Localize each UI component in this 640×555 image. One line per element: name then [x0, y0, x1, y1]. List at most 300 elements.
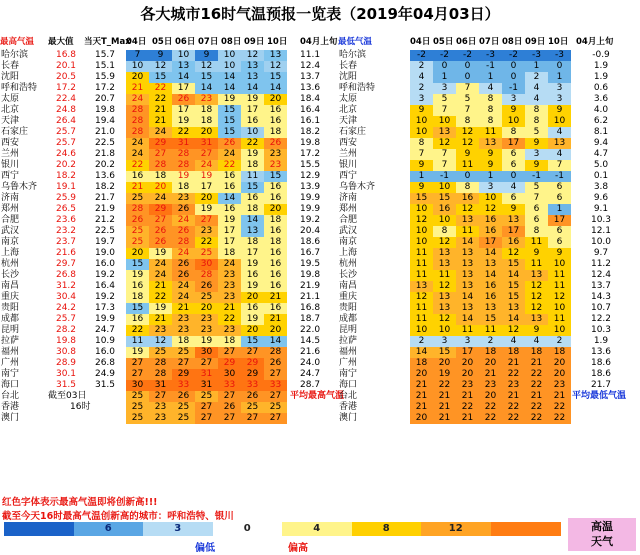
- forecast-cell: 27: [126, 369, 149, 380]
- forecast-cell: 31: [195, 380, 218, 391]
- decade-avg: 18.6: [300, 237, 321, 247]
- legend-low-label: 偏低: [195, 543, 215, 554]
- decade-avg: 8.1: [593, 127, 609, 137]
- forecast-cell: 6: [548, 193, 571, 204]
- forecast-cell: 11: [410, 303, 433, 314]
- forecast-cell: 28: [172, 237, 195, 248]
- today-max: 10.9: [94, 336, 116, 346]
- table-row: [0, 50, 321, 61]
- forecast-cell: 16: [264, 270, 287, 281]
- forecast-cell: 4: [479, 83, 502, 94]
- max-value: 29.7: [55, 259, 77, 269]
- forecast-cell: 10: [410, 325, 433, 336]
- forecast-cell: 11: [126, 336, 149, 347]
- table-row: [0, 226, 321, 237]
- city-name: 兰州: [1, 149, 20, 159]
- forecast-cell: 24: [126, 138, 149, 149]
- forecast-cell: -2: [502, 50, 525, 61]
- max-value: 20.2: [55, 160, 77, 170]
- forecast-cell: 13: [241, 61, 264, 72]
- forecast-cell: 16: [479, 281, 502, 292]
- max-value: 23.6: [55, 215, 77, 225]
- forecast-cell: 28: [149, 160, 172, 171]
- table-row: [338, 94, 640, 105]
- forecast-cell: 3: [456, 336, 479, 347]
- forecast-cell: 18: [264, 215, 287, 226]
- forecast-cell: 0: [433, 61, 456, 72]
- forecast-cell: 8: [456, 182, 479, 193]
- decade-avg: 18.4: [300, 94, 321, 104]
- header-1: 最大值: [48, 37, 74, 47]
- decade-avg: 12.4: [300, 61, 321, 71]
- forecast-cell: 14: [479, 248, 502, 259]
- decade-avg: 16.1: [300, 116, 321, 126]
- table-row: [338, 314, 640, 325]
- forecast-cell: 10: [410, 237, 433, 248]
- decade-avg: 13.7: [590, 281, 612, 291]
- forecast-cell: 11: [410, 314, 433, 325]
- forecast-cell: 11: [410, 248, 433, 259]
- forecast-cell: 22: [479, 413, 502, 424]
- forecast-cell: 14: [456, 292, 479, 303]
- forecast-cell: 24: [126, 149, 149, 160]
- city-name: 昆明: [1, 325, 20, 335]
- forecast-cell: 26: [126, 215, 149, 226]
- forecast-cell: 28: [126, 204, 149, 215]
- table-row: [0, 314, 321, 325]
- forecast-cell: 21: [525, 358, 548, 369]
- table-row: [338, 138, 640, 149]
- forecast-cell: 13: [548, 138, 571, 149]
- forecast-cell: 17: [172, 105, 195, 116]
- forecast-cell: 18: [525, 347, 548, 358]
- forecast-cell: 19: [126, 270, 149, 281]
- table-row: [0, 171, 321, 182]
- forecast-cell: 15: [433, 193, 456, 204]
- forecast-cell: 18: [502, 347, 525, 358]
- table-row: [0, 149, 321, 160]
- forecast-cell: 12: [410, 292, 433, 303]
- forecast-cell: 19: [218, 94, 241, 105]
- forecast-cell: 22: [433, 380, 456, 391]
- forecast-cell: 20: [149, 182, 172, 193]
- forecast-cell: 19: [149, 248, 172, 259]
- city-name: 石家庄: [339, 127, 367, 137]
- forecast-cell: 24: [172, 215, 195, 226]
- forecast-cell: 3: [479, 182, 502, 193]
- forecast-cell: 17: [172, 83, 195, 94]
- forecast-cell: 16: [264, 303, 287, 314]
- table-row: [0, 160, 321, 171]
- forecast-cell: 20: [479, 358, 502, 369]
- forecast-cell: 18: [548, 347, 571, 358]
- city-name: 郑州: [1, 204, 20, 214]
- forecast-cell: 6: [502, 149, 525, 160]
- today-max: 21.2: [94, 215, 116, 225]
- forecast-cell: 0: [548, 61, 571, 72]
- header-8: 04月上旬: [576, 37, 614, 47]
- forecast-cell: 9: [456, 149, 479, 160]
- forecast-cell: 20: [195, 193, 218, 204]
- forecast-cell: 0: [502, 171, 525, 182]
- forecast-cell: 7: [525, 193, 548, 204]
- forecast-cell: 10: [410, 116, 433, 127]
- decade-avg: 6.2: [593, 116, 609, 126]
- header-8: 09日: [244, 37, 265, 47]
- city-name: 南宁: [1, 369, 20, 379]
- forecast-cell: 2: [525, 72, 548, 83]
- table-row: [338, 237, 640, 248]
- forecast-cell: 14: [456, 314, 479, 325]
- forecast-cell: 11: [456, 325, 479, 336]
- forecast-cell: 18: [195, 105, 218, 116]
- forecast-cell: 12: [525, 303, 548, 314]
- forecast-cell: 3: [433, 336, 456, 347]
- decade-avg: 22.0: [300, 325, 321, 335]
- max-value: 23.2: [55, 226, 77, 236]
- forecast-cell: 15: [218, 127, 241, 138]
- forecast-cell: 11: [548, 270, 571, 281]
- today-max: 26.8: [94, 358, 116, 368]
- forecast-cell: -2: [410, 50, 433, 61]
- forecast-cell: 13: [479, 138, 502, 149]
- forecast-cell: 29: [149, 204, 172, 215]
- forecast-cell: 8: [502, 127, 525, 138]
- forecast-cell: 16: [264, 193, 287, 204]
- decade-avg: [576, 413, 626, 424]
- decade-avg: 17.2: [300, 149, 321, 159]
- forecast-cell: 22: [548, 413, 571, 424]
- header-5: 06日: [175, 37, 196, 47]
- today-max: 20.2: [94, 160, 116, 170]
- forecast-cell: 6: [525, 215, 548, 226]
- cutoff-time: 16时: [70, 402, 91, 412]
- forecast-cell: 21: [456, 413, 479, 424]
- decade-avg: 20.4: [300, 226, 321, 236]
- city-name: 哈尔滨: [1, 50, 29, 60]
- forecast-cell: 25: [172, 413, 195, 424]
- today-max: 19.4: [94, 116, 116, 126]
- header-6: 07日: [198, 37, 219, 47]
- forecast-cell: 23: [195, 94, 218, 105]
- decade-avg: 15.5: [300, 160, 321, 170]
- city-name: 西宁: [1, 171, 20, 181]
- forecast-cell: 19: [218, 215, 241, 226]
- forecast-cell: 27: [126, 358, 149, 369]
- forecast-cell: 19: [172, 171, 195, 182]
- today-max: 20.7: [94, 94, 116, 104]
- forecast-cell: 11: [525, 259, 548, 270]
- table-row: [338, 50, 640, 61]
- max-value: 25.7: [55, 314, 77, 324]
- forecast-cell: 9: [525, 138, 548, 149]
- today-max: 17.2: [94, 83, 116, 93]
- forecast-cell: 4: [502, 182, 525, 193]
- forecast-cell: 19: [195, 204, 218, 215]
- forecast-cell: 9: [149, 50, 172, 61]
- today-max: 15.1: [94, 61, 116, 71]
- forecast-cell: 17: [241, 105, 264, 116]
- forecast-cell: 22: [149, 83, 172, 94]
- forecast-cell: 28: [172, 149, 195, 160]
- forecast-cell: 15: [218, 116, 241, 127]
- forecast-cell: 3: [525, 149, 548, 160]
- max-value: 20.1: [55, 61, 77, 71]
- forecast-cell: 20: [126, 248, 149, 259]
- forecast-cell: 22: [149, 94, 172, 105]
- forecast-cell: 20: [410, 413, 433, 424]
- table-row: [338, 413, 640, 424]
- city-name: 西宁: [339, 171, 358, 181]
- forecast-cell: 21: [149, 105, 172, 116]
- table-row: [0, 270, 321, 281]
- city-name: 广州: [339, 358, 358, 368]
- today-max: 22.5: [94, 226, 116, 236]
- forecast-cell: 21: [525, 391, 548, 402]
- forecast-cell: 11: [525, 237, 548, 248]
- forecast-cell: 18: [479, 347, 502, 358]
- forecast-cell: 14: [218, 193, 241, 204]
- decade-avg: 10.0: [590, 237, 612, 247]
- forecast-cell: 0: [456, 171, 479, 182]
- today-max: 19.9: [94, 314, 116, 324]
- forecast-cell: 13: [241, 72, 264, 83]
- forecast-cell: 21: [433, 391, 456, 402]
- table-row: [338, 402, 640, 413]
- forecast-cell: 2: [410, 336, 433, 347]
- city-name: 西安: [339, 138, 358, 148]
- forecast-cell: 4: [502, 336, 525, 347]
- decade-avg: 16.4: [300, 105, 321, 115]
- forecast-cell: 22: [548, 402, 571, 413]
- forecast-cell: 7: [548, 160, 571, 171]
- today-max: 16.0: [94, 347, 116, 357]
- forecast-cell: 27: [241, 347, 264, 358]
- decade-avg: 21.6: [300, 347, 321, 357]
- forecast-cell: 22: [218, 160, 241, 171]
- forecast-cell: 16: [264, 248, 287, 259]
- decade-avg: 19.8: [300, 270, 321, 280]
- city-name: 贵阳: [339, 303, 358, 313]
- city-name: 沈阳: [1, 72, 20, 82]
- header-4: 07日: [479, 37, 500, 47]
- table-row: [0, 358, 321, 369]
- decade-avg: [300, 413, 318, 424]
- city-name: 澳门: [339, 413, 358, 423]
- forecast-cell: 16: [264, 281, 287, 292]
- forecast-cell: 21: [433, 402, 456, 413]
- table-row: [338, 116, 640, 127]
- forecast-cell: 21: [502, 358, 525, 369]
- forecast-cell: 16: [218, 171, 241, 182]
- forecast-cell: 13: [456, 270, 479, 281]
- city-name: 南京: [1, 237, 20, 247]
- forecast-cell: -3: [479, 50, 502, 61]
- legend-tick: 6: [104, 523, 112, 534]
- table-row: [338, 105, 640, 116]
- legend-tick: 0: [243, 523, 251, 534]
- forecast-cell: 11: [410, 270, 433, 281]
- forecast-cell: 16: [479, 292, 502, 303]
- decade-avg: 16.8: [300, 303, 321, 313]
- forecast-cell: 22: [502, 413, 525, 424]
- forecast-cell: 6: [525, 204, 548, 215]
- forecast-cell: 13: [241, 226, 264, 237]
- table-row: [338, 303, 640, 314]
- decade-avg: [300, 402, 318, 413]
- forecast-cell: 6: [502, 193, 525, 204]
- forecast-cell: 19: [241, 149, 264, 160]
- table-row: [338, 160, 640, 171]
- forecast-cell: 27: [241, 413, 264, 424]
- forecast-cell: 14: [264, 83, 287, 94]
- table-row: [0, 413, 318, 424]
- forecast-cell: 9: [410, 160, 433, 171]
- forecast-cell: 22: [525, 402, 548, 413]
- forecast-cell: 12: [433, 281, 456, 292]
- decade-avg: 14.3: [590, 292, 612, 302]
- table-row: [338, 248, 640, 259]
- table-row: [0, 402, 318, 413]
- forecast-cell: 1: [479, 171, 502, 182]
- city-name: 北京: [1, 105, 20, 115]
- forecast-cell: 21: [149, 116, 172, 127]
- forecast-cell: 21: [172, 303, 195, 314]
- table-row: [338, 83, 640, 94]
- city-name: 澳门: [1, 413, 20, 423]
- forecast-cell: 9: [548, 105, 571, 116]
- city-name: 长春: [339, 61, 358, 71]
- decade-avg: 18.2: [300, 127, 321, 137]
- decade-avg: 13.6: [300, 83, 321, 93]
- forecast-cell: 15: [502, 281, 525, 292]
- city-name: 杭州: [339, 259, 358, 269]
- forecast-cell: 19: [241, 259, 264, 270]
- forecast-cell: 29: [218, 358, 241, 369]
- table-row: [338, 61, 640, 72]
- forecast-cell: 23: [172, 193, 195, 204]
- forecast-cell: 19: [241, 94, 264, 105]
- forecast-cell: 22: [195, 237, 218, 248]
- today-max: 19.2: [94, 270, 116, 280]
- decade-avg: 18.7: [300, 314, 321, 324]
- decade-avg: 24.7: [300, 369, 321, 379]
- forecast-cell: 31: [195, 369, 218, 380]
- cutoff-label: 截至03日: [48, 391, 87, 401]
- forecast-cell: 4: [410, 72, 433, 83]
- decade-avg: 13.9: [300, 182, 321, 192]
- forecast-cell: 3: [410, 94, 433, 105]
- today-max: 22.5: [94, 138, 116, 148]
- city-name: 合肥: [1, 215, 20, 225]
- forecast-cell: 12: [502, 325, 525, 336]
- forecast-cell: 16: [264, 105, 287, 116]
- forecast-cell: 7: [456, 105, 479, 116]
- today-max: 21.8: [94, 149, 116, 159]
- avg-high-label: 平均最高气温: [290, 391, 345, 401]
- forecast-cell: 18: [195, 116, 218, 127]
- decade-avg: -0.9: [592, 50, 610, 60]
- forecast-cell: 17: [479, 237, 502, 248]
- table-row: [0, 204, 321, 215]
- forecast-cell: 14: [218, 83, 241, 94]
- today-max: 31.5: [94, 380, 116, 390]
- forecast-cell: 7: [433, 105, 456, 116]
- forecast-cell: 13: [525, 314, 548, 325]
- forecast-cell: 28: [264, 347, 287, 358]
- forecast-cell: 15: [126, 303, 149, 314]
- forecast-cell: 9: [479, 160, 502, 171]
- city-name: 北京: [339, 105, 358, 115]
- forecast-cell: 17: [502, 226, 525, 237]
- forecast-cell: 1: [548, 204, 571, 215]
- forecast-cell: 14: [502, 270, 525, 281]
- forecast-cell: 4: [525, 83, 548, 94]
- city-name: 南宁: [339, 369, 358, 379]
- max-value: 20.5: [55, 72, 77, 82]
- decade-avg: 4.0: [593, 105, 609, 115]
- today-max: 19.0: [94, 248, 116, 258]
- forecast-cell: 13: [433, 248, 456, 259]
- forecast-cell: 16: [126, 171, 149, 182]
- forecast-cell: 10: [548, 303, 571, 314]
- city-name: 长沙: [1, 270, 20, 280]
- table-row: [0, 83, 321, 94]
- forecast-cell: 14: [502, 314, 525, 325]
- forecast-cell: 4: [525, 94, 548, 105]
- forecast-cell: 13: [433, 303, 456, 314]
- legend-tick: 4: [313, 523, 321, 534]
- forecast-cell: 30: [126, 380, 149, 391]
- table-row: [338, 226, 640, 237]
- max-value: 26.4: [55, 116, 77, 126]
- forecast-cell: 20: [264, 204, 287, 215]
- decade-avg: 10.3: [590, 215, 612, 225]
- max-value: 31.2: [55, 281, 77, 291]
- forecast-cell: 26: [149, 237, 172, 248]
- decade-avg: [576, 402, 626, 413]
- forecast-cell: 21: [433, 413, 456, 424]
- forecast-cell: 2: [410, 61, 433, 72]
- forecast-cell: 23: [218, 281, 241, 292]
- forecast-cell: 26: [241, 391, 264, 402]
- forecast-cell: 26: [172, 204, 195, 215]
- forecast-cell: 6: [548, 226, 571, 237]
- city-name: 武汉: [1, 226, 20, 236]
- forecast-cell: 9: [525, 325, 548, 336]
- city-name: 南昌: [339, 281, 358, 291]
- table-row: [0, 61, 321, 72]
- forecast-cell: 33: [218, 380, 241, 391]
- forecast-cell: 15: [218, 105, 241, 116]
- forecast-cell: 21: [218, 303, 241, 314]
- forecast-cell: 30: [218, 369, 241, 380]
- forecast-cell: 13: [456, 259, 479, 270]
- forecast-cell: 13: [456, 303, 479, 314]
- forecast-cell: 10: [433, 215, 456, 226]
- forecast-cell: 13: [172, 61, 195, 72]
- forecast-cell: 12: [548, 292, 571, 303]
- forecast-cell: 16: [241, 303, 264, 314]
- forecast-cell: 29: [149, 138, 172, 149]
- header-6: 09日: [525, 37, 546, 47]
- header-10: 04月上旬: [300, 37, 338, 47]
- forecast-cell: 24: [149, 259, 172, 270]
- today-max: 18.2: [94, 182, 116, 192]
- forecast-cell: 21: [502, 391, 525, 402]
- forecast-cell: 22: [172, 127, 195, 138]
- forecast-cell: 20: [410, 369, 433, 380]
